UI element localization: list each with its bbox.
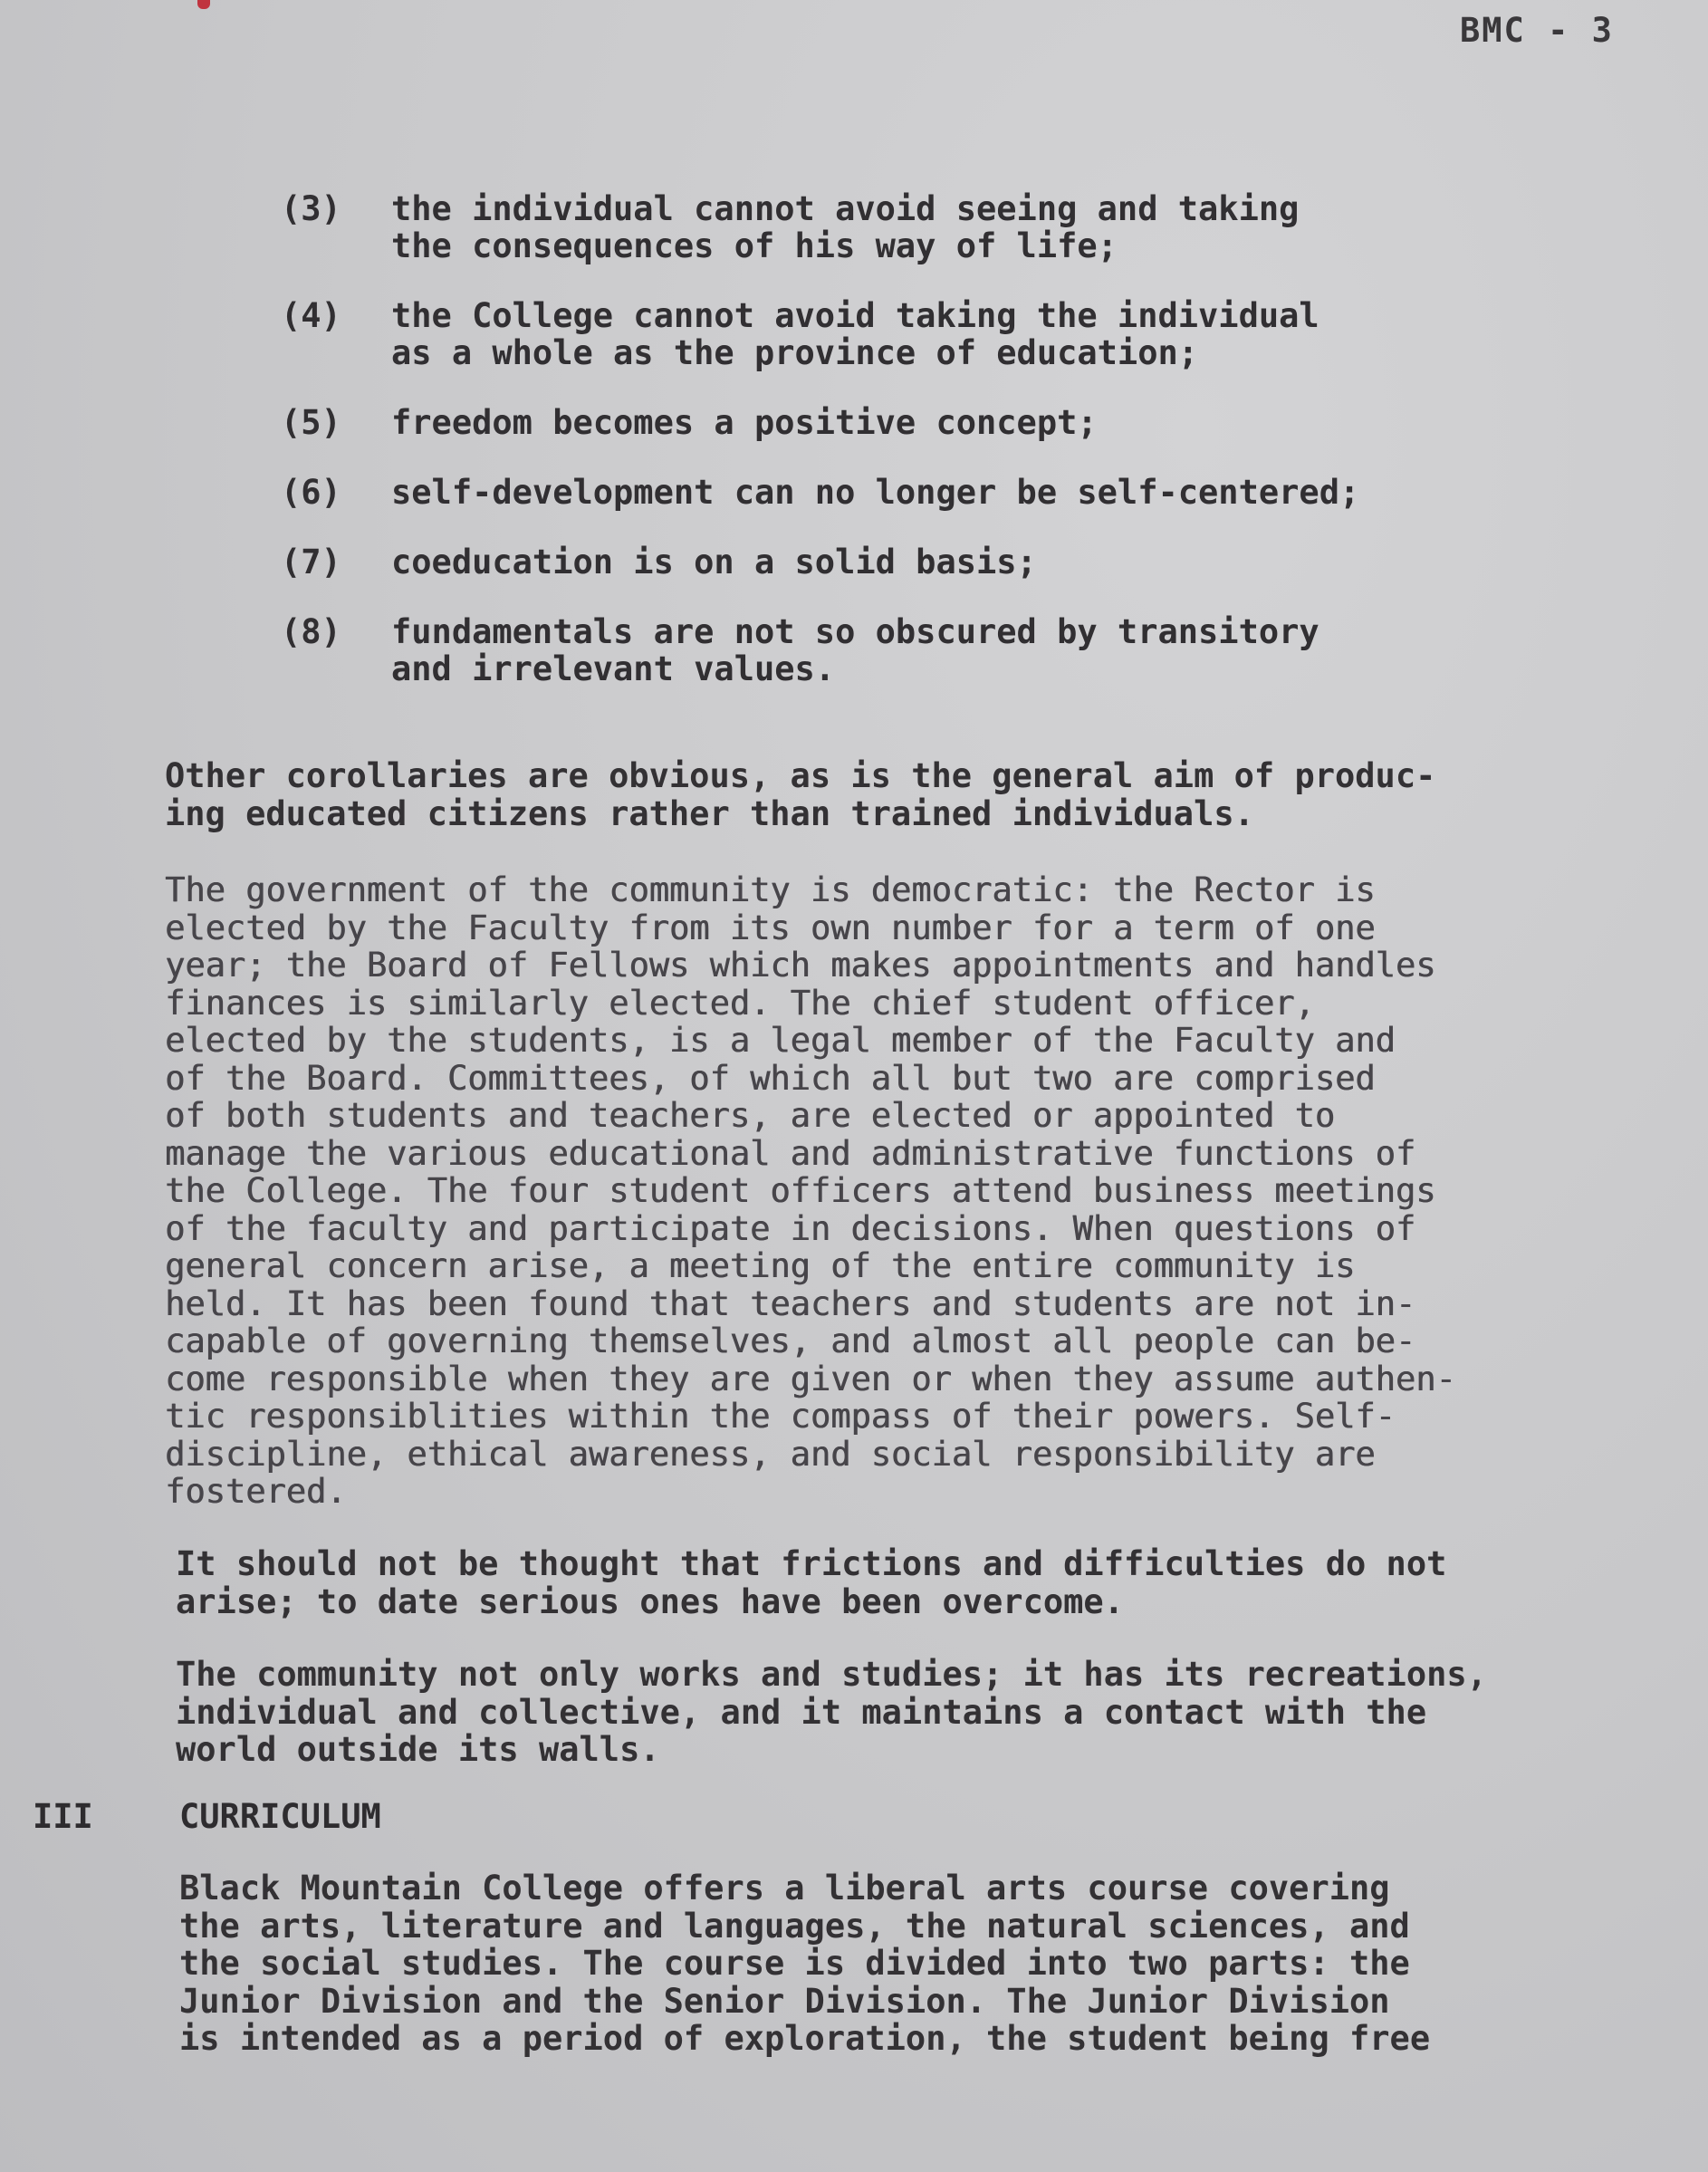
list-item-number: (4) (281, 296, 341, 335)
paragraph-curriculum: Black Mountain College offers a liberal arts course covering the arts, literature and languages, the natural sciences, and the social studies. The course is divided into two parts: the Junior Division and the Senior Division. The Junior Division is intended as a period of exploration, the student being free (179, 1869, 1431, 2058)
section-heading (33, 1797, 381, 1836)
list-item-number: (7) (281, 543, 341, 581)
list-item-text: freedom becomes a positive concept; (391, 403, 1098, 442)
page-reference: BMC - 3 (1460, 11, 1614, 50)
list-item-text: the College cannot avoid taking the individual as a whole as the province of education; (391, 296, 1319, 372)
list-item-text: coeducation is on a solid basis; (391, 543, 1037, 581)
list-item-text: the individual cannot avoid seeing and taking the consequences of his way of life; (391, 189, 1300, 265)
list-item-number: (5) (281, 403, 341, 442)
list-item-text: self-development can no longer be self-centered; (391, 473, 1360, 512)
list-item-number: (8) (281, 612, 341, 651)
list-item (281, 474, 1476, 511)
list-item-number: (6) (281, 473, 341, 512)
list-item (281, 543, 1476, 581)
list-item (281, 404, 1476, 441)
list-item (281, 297, 1476, 371)
list-item (281, 613, 1476, 687)
list-item (281, 190, 1476, 264)
list-item-text: fundamentals are not so obscured by transitory and irrelevant values. (391, 612, 1319, 688)
section-title: CURRICULUM (179, 1797, 381, 1836)
paragraph-frictions: It should not be thought that frictions and difficulties do not arise; to date serious ones have been overcome. (176, 1544, 1447, 1621)
paragraph-government: The government of the community is democratic: the Rector is elected by the Faculty from its own number for a term of one year; the Board of Fellows which makes appointments and handles finances is similarly elected. The chief student officer, elected by the students, is a legal member of the Faculty and of the Board. Committees, of which all but two are comprised of both students and teachers, are elected or appointed to manage the various educational and administrative functions of the College. The four student officers attend business meetings of the faculty and participate in decisions. When questions of general concern arise, a meeting of the entire community is held. It has been found that teachers and students are not in- capable of governing themselves, and almost all people can be- come responsible when they are given or when they assume authen- tic responsiblities within the compass of their powers. Self- discipline, ethical awareness, and social responsibility are fostered. (165, 870, 1456, 1511)
list-item-number: (3) (281, 189, 341, 228)
section-number: III (33, 1797, 93, 1836)
paragraph-corollaries: Other corollaries are obvious, as is the general aim of produc- ing educated citizens rather than trained individuals. (165, 756, 1436, 833)
numbered-list (281, 190, 1476, 720)
red-ink-mark (197, 0, 210, 9)
paragraph-community: The community not only works and studies; it has its recreations, individual and collective, and it maintains a contact with the world outside its walls. (176, 1655, 1487, 1769)
